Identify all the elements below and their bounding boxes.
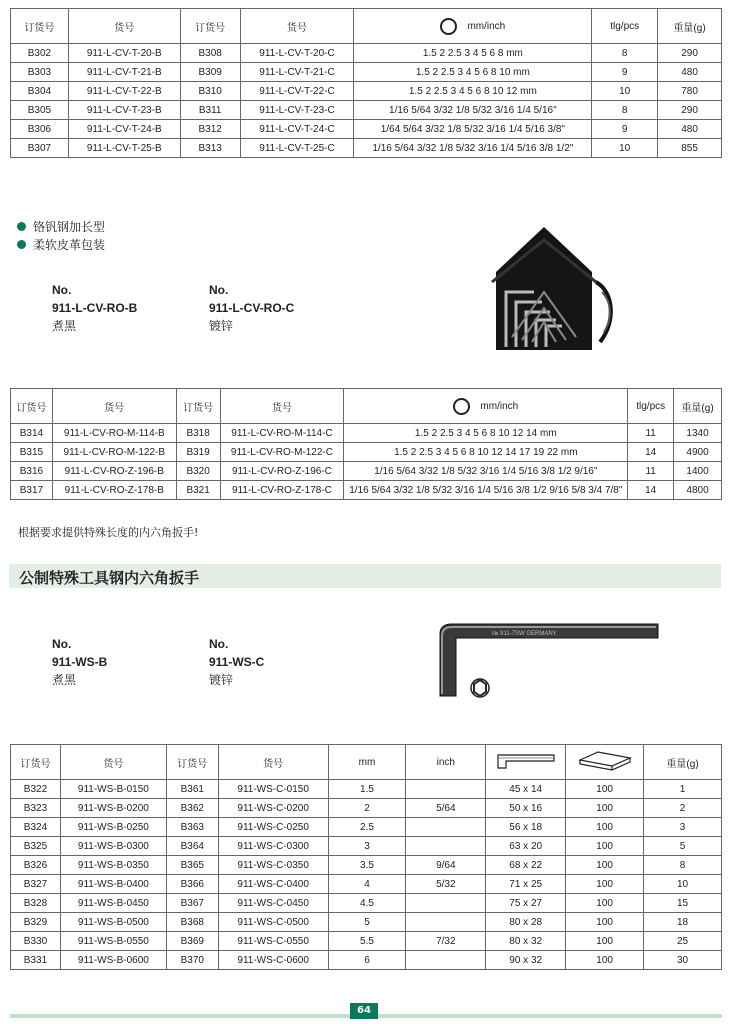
table-cell: 3.5	[328, 856, 406, 875]
table-cell: B303	[11, 63, 69, 82]
table-cell: 4.5	[328, 894, 406, 913]
table-row	[11, 82, 722, 101]
table-row	[11, 63, 722, 82]
table-cell: 911-WS-B-0150	[60, 780, 166, 799]
note-text: 根据要求提供特殊长度的内六角扳手!	[18, 526, 199, 539]
table-cell: B324	[11, 818, 61, 837]
col-pieces: tlg/pcs	[592, 9, 658, 44]
table-cell: 911-L-CV-RO-M-122-C	[220, 443, 344, 462]
table-row	[11, 44, 722, 63]
table-cell: 10	[592, 139, 658, 158]
table-cell	[406, 818, 486, 837]
table-cell: 100	[566, 894, 644, 913]
table-cell: B308	[180, 44, 240, 63]
table-cell: 100	[566, 799, 644, 818]
col-size: mm/inch	[354, 9, 592, 44]
table-cell: B328	[11, 894, 61, 913]
table-row	[11, 837, 722, 856]
col-mm: mm	[328, 745, 406, 780]
table-cell: 855	[658, 139, 722, 158]
table-cell: 56 x 18	[486, 818, 566, 837]
table-cell: B327	[11, 875, 61, 894]
table-cell: 911-L-CV-RO-M-122-B	[52, 443, 176, 462]
table-cell: 1/16 5/64 3/32 1/8 5/32 3/16 1/4 5/16 3/8 1/2"	[354, 139, 592, 158]
col-dimensions	[486, 745, 566, 780]
hex-key-dimension-icon	[494, 752, 558, 770]
table-row	[11, 120, 722, 139]
table-body	[11, 424, 722, 500]
hex-socket-icon	[453, 398, 470, 415]
col-item-no: 货号	[218, 745, 328, 780]
col-order-no: 订货号	[180, 9, 240, 44]
table-cell: 1/64 5/64 3/32 1/8 5/32 3/16 1/4 5/16 3/8"	[354, 120, 592, 139]
table-cell: 10	[644, 875, 722, 894]
table-cell: 2	[328, 799, 406, 818]
package-box-icon	[576, 750, 634, 772]
table-cell: 6	[328, 951, 406, 970]
table-cell: 100	[566, 856, 644, 875]
table-row	[11, 424, 722, 443]
table-cell: 911-WS-B-0200	[60, 799, 166, 818]
table-cell: 911-L-CV-T-24-C	[240, 120, 354, 139]
table-cell: 911-L-CV-T-22-B	[68, 82, 180, 101]
table-cell: 911-L-CV-T-21-B	[68, 63, 180, 82]
table-cell: 911-WS-C-0150	[218, 780, 328, 799]
table-cell: B325	[11, 837, 61, 856]
table-cell: 780	[658, 82, 722, 101]
product-label-b: No. 911-L-CV-RO-B 煮黑	[52, 283, 138, 333]
table-cell	[406, 894, 486, 913]
table-cell: 3	[644, 818, 722, 837]
table-cell: 5	[644, 837, 722, 856]
table-cell	[406, 913, 486, 932]
table-cell: B306	[11, 120, 69, 139]
table-cell: 15	[644, 894, 722, 913]
table-cell: B331	[11, 951, 61, 970]
table-cell: 4	[328, 875, 406, 894]
table-cell: 5.5	[328, 932, 406, 951]
table-cell: 290	[658, 101, 722, 120]
table-cell: B315	[11, 443, 53, 462]
bullet-icon	[17, 222, 26, 231]
table-cell: 911-WS-C-0300	[218, 837, 328, 856]
table-cell: 14	[628, 481, 674, 500]
table-cell: 911-L-CV-T-21-C	[240, 63, 354, 82]
table-cell: 1/16 5/64 3/32 1/8 5/32 3/16 1/4 5/16"	[354, 101, 592, 120]
table-cell: 911-L-CV-RO-Z-196-B	[52, 462, 176, 481]
table-cell: 2	[644, 799, 722, 818]
table-cell: 8	[592, 101, 658, 120]
table-cell: 4800	[674, 481, 722, 500]
table-cell: 1.5	[328, 780, 406, 799]
table-cell: 63 x 20	[486, 837, 566, 856]
table-cell: 911-WS-C-0200	[218, 799, 328, 818]
table-cell: 25	[644, 932, 722, 951]
table-header-row	[11, 745, 722, 780]
table-cell: B370	[166, 951, 218, 970]
table-cell	[406, 951, 486, 970]
table-header-row	[11, 9, 722, 44]
table-cell: 911-L-CV-T-22-C	[240, 82, 354, 101]
table-cell: 8	[644, 856, 722, 875]
table-cell: B316	[11, 462, 53, 481]
table-row	[11, 101, 722, 120]
table-cell: 80 x 32	[486, 932, 566, 951]
table-cell: 100	[566, 913, 644, 932]
table-cell: 100	[566, 837, 644, 856]
table-cell: 911-WS-B-0600	[60, 951, 166, 970]
table-cell: 11	[628, 424, 674, 443]
hex-socket-icon	[440, 18, 457, 35]
col-weight: 重量(g)	[658, 9, 722, 44]
list-item: 铬钒钢加长型	[17, 217, 105, 235]
table-cell: B310	[180, 82, 240, 101]
table-cell: 10	[592, 82, 658, 101]
table-cell: 911-WS-C-0350	[218, 856, 328, 875]
table-cell: 911-L-CV-RO-Z-178-B	[52, 481, 176, 500]
col-item-no: 货号	[60, 745, 166, 780]
table-row	[11, 481, 722, 500]
table-cell: 1	[644, 780, 722, 799]
table-cell: 90 x 32	[486, 951, 566, 970]
table-cell: 7/32	[406, 932, 486, 951]
table-row	[11, 818, 722, 837]
hex-key-image	[432, 616, 664, 706]
table-cell: 71 x 25	[486, 875, 566, 894]
col-item-no: 货号	[68, 9, 180, 44]
table-row	[11, 780, 722, 799]
table-header-row	[11, 389, 722, 424]
bullet-icon	[17, 240, 26, 249]
table-cell: B302	[11, 44, 69, 63]
table-cell: B314	[11, 424, 53, 443]
table-cell: 911-L-CV-T-20-C	[240, 44, 354, 63]
col-pack-qty	[566, 745, 644, 780]
table-row	[11, 799, 722, 818]
table-cell: 911-L-CV-RO-Z-178-C	[220, 481, 344, 500]
table-cell: 5/32	[406, 875, 486, 894]
table-cell: 30	[644, 951, 722, 970]
table-cell: 9/64	[406, 856, 486, 875]
table-cell: 911-WS-C-0550	[218, 932, 328, 951]
table-cell: 911-L-CV-T-20-B	[68, 44, 180, 63]
table-cell	[406, 837, 486, 856]
table-cell: B320	[176, 462, 220, 481]
table-cell: B326	[11, 856, 61, 875]
table-row	[11, 443, 722, 462]
section-title: 公制特殊工具钢内六角扳手	[19, 569, 200, 587]
table-cell: 1400	[674, 462, 722, 481]
table-cell: 18	[644, 913, 722, 932]
table-cell: B309	[180, 63, 240, 82]
table-row	[11, 462, 722, 481]
table-cell: B363	[166, 818, 218, 837]
table-cell: 9	[592, 63, 658, 82]
table-cell: 911-WS-B-0500	[60, 913, 166, 932]
table-cell: 1/16 5/64 3/32 1/8 5/32 3/16 1/4 5/16 3/8 1/2 9/16"	[344, 462, 628, 481]
col-order-no: 订货号	[11, 9, 69, 44]
table-cell: 911-WS-C-0450	[218, 894, 328, 913]
table-row	[11, 875, 722, 894]
table-cell: 2.5	[328, 818, 406, 837]
table-cell: 911-WS-C-0600	[218, 951, 328, 970]
product-label-c: No. 911-L-CV-RO-C 镀锌	[209, 283, 295, 333]
table-cell: 100	[566, 780, 644, 799]
table-cell: 1.5 2 2.5 3 4 5 6 8 10 12 14 17 19 22 mm	[344, 443, 628, 462]
col-size: mm/inch	[344, 389, 628, 424]
table-cell: 911-L-CV-T-23-B	[68, 101, 180, 120]
table-cell: 68 x 22	[486, 856, 566, 875]
table-cell: 100	[566, 818, 644, 837]
table-cell: 5/64	[406, 799, 486, 818]
table-cell: B322	[11, 780, 61, 799]
table-cell: 911-WS-B-0350	[60, 856, 166, 875]
wrench-engraving: № 911-7SW GERMANY	[492, 631, 557, 637]
table-cell: B323	[11, 799, 61, 818]
table-cell: 911-WS-B-0550	[60, 932, 166, 951]
table-cell: 290	[658, 44, 722, 63]
table-cell	[406, 780, 486, 799]
table-cell: 5	[328, 913, 406, 932]
table-row	[11, 951, 722, 970]
table-cell: 100	[566, 932, 644, 951]
col-item-no: 货号	[240, 9, 354, 44]
table-cell: B318	[176, 424, 220, 443]
table-cell: B321	[176, 481, 220, 500]
table-cell: 911-WS-B-0450	[60, 894, 166, 913]
table-cell: 1340	[674, 424, 722, 443]
table-cell: B368	[166, 913, 218, 932]
table-cell: B362	[166, 799, 218, 818]
col-weight: 重量(g)	[674, 389, 722, 424]
table-cell: 911-L-CV-RO-M-114-B	[52, 424, 176, 443]
table-cell: 911-WS-C-0400	[218, 875, 328, 894]
table-row	[11, 932, 722, 951]
table-cell: 1.5 2 2.5 3 4 5 6 8 10 12 14 mm	[344, 424, 628, 443]
table-cell: 911-L-CV-T-23-C	[240, 101, 354, 120]
table-cell: 480	[658, 120, 722, 139]
table-cell: B313	[180, 139, 240, 158]
table-cell: B367	[166, 894, 218, 913]
table-cell: 100	[566, 875, 644, 894]
table-cell: 911-WS-C-0500	[218, 913, 328, 932]
table-row	[11, 139, 722, 158]
table-cell: 1.5 2 2.5 3 4 5 6 8 10 12 mm	[354, 82, 592, 101]
table-cell: 1.5 2 2.5 3 4 5 6 8 mm	[354, 44, 592, 63]
col-order-no: 订货号	[176, 389, 220, 424]
col-order-no: 订货号	[11, 389, 53, 424]
table-cell: B307	[11, 139, 69, 158]
col-order-no: 订货号	[166, 745, 218, 780]
table-cell: B365	[166, 856, 218, 875]
section-header	[9, 564, 721, 588]
table-cell: 911-L-CV-T-25-C	[240, 139, 354, 158]
product-label-ws-c: No. 911-WS-C 镀锌	[209, 637, 265, 687]
table-row	[11, 913, 722, 932]
leather-pouch-set-image	[484, 222, 624, 354]
table-row	[11, 856, 722, 875]
product-label-ws-b: No. 911-WS-B 煮黑	[52, 637, 108, 687]
page-number: 64	[350, 1003, 378, 1019]
table-cell: 911-WS-C-0250	[218, 818, 328, 837]
table-cell: B305	[11, 101, 69, 120]
table-cell: B304	[11, 82, 69, 101]
table-cell: 911-WS-B-0250	[60, 818, 166, 837]
table-body	[11, 44, 722, 158]
table-cell: 45 x 14	[486, 780, 566, 799]
table-cell: B364	[166, 837, 218, 856]
table-cell: 1.5 2 2.5 3 4 5 6 8 10 mm	[354, 63, 592, 82]
col-item-no: 货号	[220, 389, 344, 424]
table-cell: 9	[592, 120, 658, 139]
table-cell: B312	[180, 120, 240, 139]
table-cell: 50 x 16	[486, 799, 566, 818]
col-order-no: 订货号	[11, 745, 61, 780]
table-cell: 4900	[674, 443, 722, 462]
table-cell: B366	[166, 875, 218, 894]
table-cell: 480	[658, 63, 722, 82]
table-cell: 911-L-CV-T-25-B	[68, 139, 180, 158]
table-cell: 3	[328, 837, 406, 856]
table-cell: B329	[11, 913, 61, 932]
table-cell: 1/16 5/64 3/32 1/8 5/32 3/16 1/4 5/16 3/8 1/2 9/16 5/8 3/4 7/8"	[344, 481, 628, 500]
table-cell: 100	[566, 951, 644, 970]
table-cell: B361	[166, 780, 218, 799]
table-cell: B311	[180, 101, 240, 120]
col-item-no: 货号	[52, 389, 176, 424]
table-cell: B330	[11, 932, 61, 951]
spec-table-1	[10, 8, 722, 158]
col-weight: 重量(g)	[644, 745, 722, 780]
table-cell: 911-WS-B-0300	[60, 837, 166, 856]
table-cell: 911-L-CV-RO-M-114-C	[220, 424, 344, 443]
table-cell: 911-WS-B-0400	[60, 875, 166, 894]
table-cell: 14	[628, 443, 674, 462]
table-cell: 8	[592, 44, 658, 63]
table-row	[11, 894, 722, 913]
table-cell: 911-L-CV-T-24-B	[68, 120, 180, 139]
table-cell: B369	[166, 932, 218, 951]
table-cell: 80 x 28	[486, 913, 566, 932]
table-cell: 11	[628, 462, 674, 481]
spec-table-2	[10, 388, 722, 500]
table-cell: 75 x 27	[486, 894, 566, 913]
list-item: 柔软皮革包装	[17, 235, 105, 253]
col-pieces: tlg/pcs	[628, 389, 674, 424]
spec-table-3	[10, 744, 722, 970]
col-inch: inch	[406, 745, 486, 780]
table-cell: B317	[11, 481, 53, 500]
table-cell: B319	[176, 443, 220, 462]
table-body	[11, 780, 722, 970]
table-cell: 911-L-CV-RO-Z-196-C	[220, 462, 344, 481]
feature-list	[17, 217, 105, 253]
